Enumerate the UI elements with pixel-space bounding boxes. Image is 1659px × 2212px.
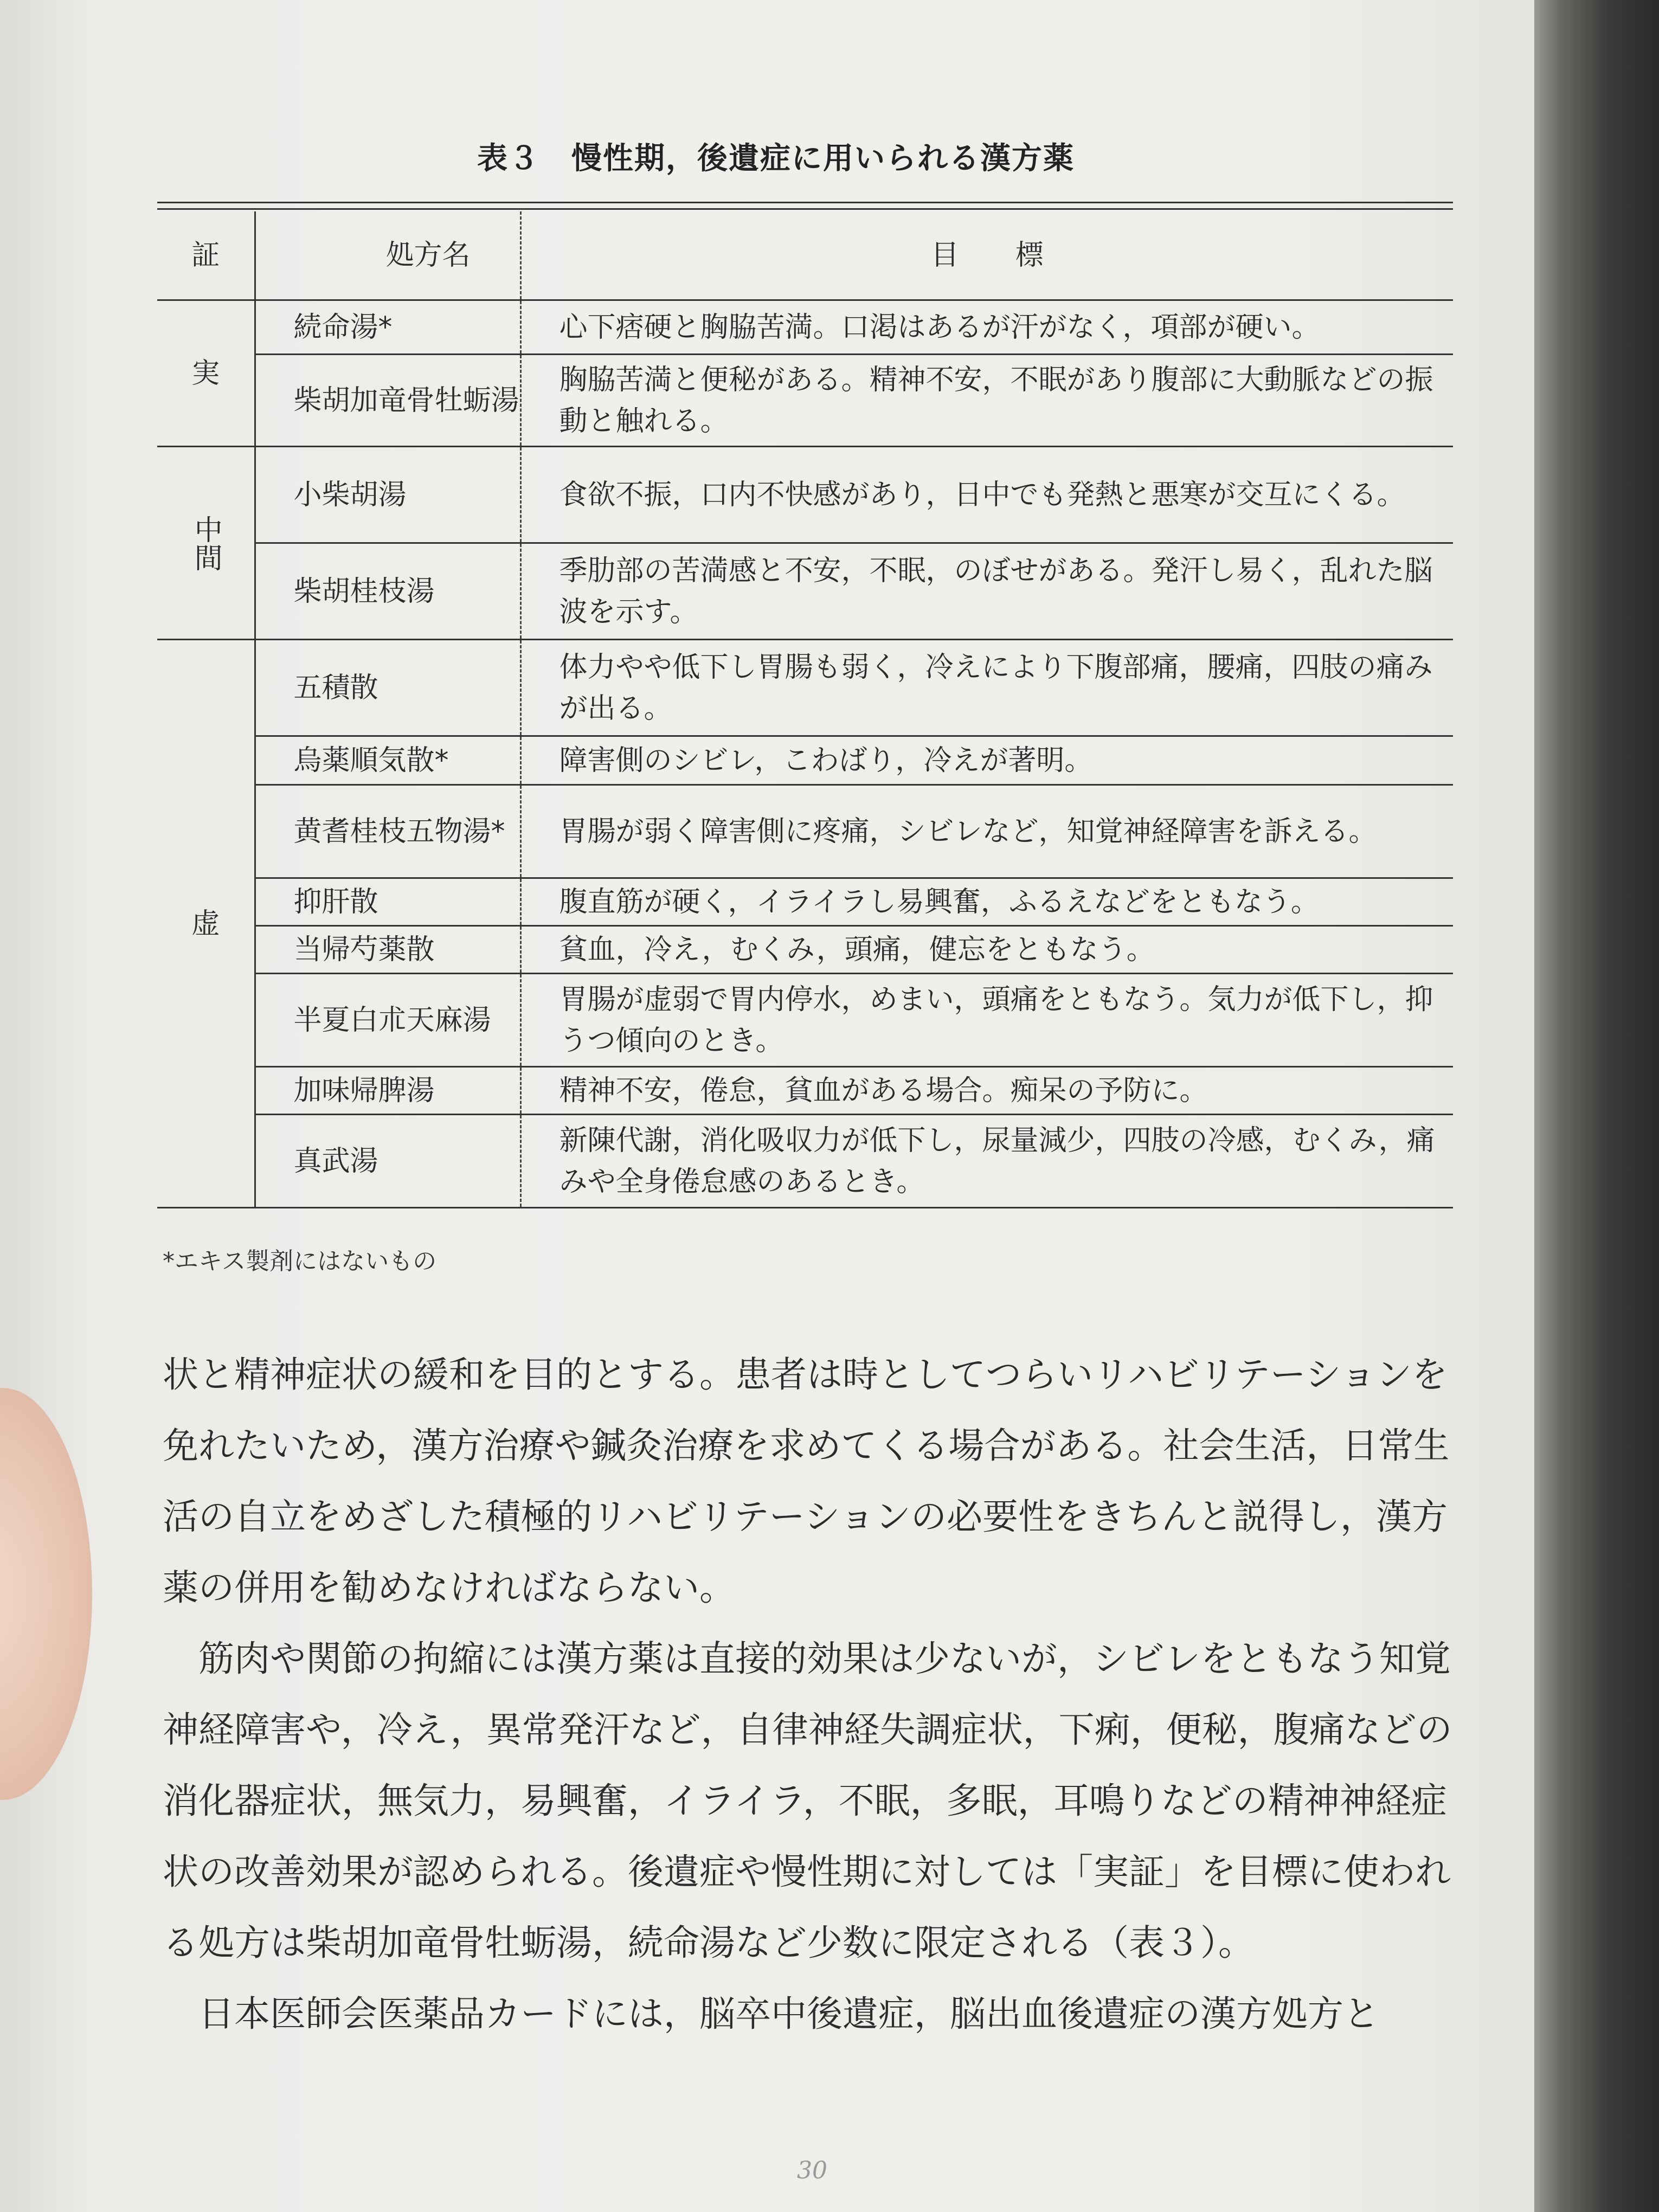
page-number: 30	[797, 2157, 827, 2184]
prescription-name: 黄耆桂枝五物湯*	[255, 785, 520, 878]
table-row	[157, 974, 1453, 1067]
table-footnote: *エキス製剤にはないもの	[163, 1248, 437, 1275]
prescription-target: 障害側のシビレ，こわばり，冷えが著明。	[520, 736, 1453, 785]
paragraph: 筋肉や関節の拘縮には漢方薬は直接的効果は少ないが，シビレをともなう知覚神経障害や，冷え，異常発汗など，自律神経失調症状，下痢，便秘，腹痛などの消化器症状，無気力，易興奮，イライラ，不眠，多眠，耳鳴りなどの精神神経症状の改善効果が認められる。後遺症や慢性期に対しては「実証」を目標に使われる処方は柴胡加竜骨牡蛎湯，続命湯など少数に限定される（表３）。	[163, 1638, 1452, 1964]
paragraph: 日本医師会医薬品カードには，脳卒中後遺症，脳出血後遺症の漢方処方と	[198, 1993, 1379, 2035]
prescription-name: 続命湯*	[255, 300, 520, 355]
table-row	[157, 878, 1453, 926]
prescription-name: 小柴胡湯	[255, 447, 520, 543]
table-top-rule-2	[157, 208, 1453, 210]
table-row	[157, 355, 1453, 447]
prescription-name: 柴胡桂枝湯	[255, 543, 520, 640]
table-row	[157, 640, 1453, 736]
table-row	[157, 785, 1453, 878]
table-title: 表３ 慢性期，後遺症に用いられる漢方薬	[477, 141, 1075, 176]
header-sho: 証	[157, 211, 255, 300]
prescription-target: 新陳代謝，消化吸収力が低下し，尿量減少，四肢の冷感，むくみ，痛みや全身倦怠感のあるとき。	[520, 1115, 1453, 1208]
kampo-table	[157, 211, 1453, 1208]
prescription-name: 烏薬順気散*	[255, 736, 520, 785]
table-top-rule	[157, 202, 1453, 203]
prescription-name: 五積散	[255, 640, 520, 736]
sho-kyo: 虚	[157, 640, 255, 1208]
table-row	[157, 300, 1453, 355]
table-row	[157, 736, 1453, 785]
book-page-edge	[1534, 0, 1659, 2212]
table-row	[157, 1115, 1453, 1208]
prescription-target: 心下痞硬と胸脇苦満。口渇はあるが汗がなく，項部が硬い。	[520, 300, 1453, 355]
sho-jitsu: 実	[157, 300, 255, 447]
prescription-target: 胃腸が弱く障害側に疼痛，シビレなど，知覚神経障害を訴える。	[520, 785, 1453, 878]
prescription-target: 貧血，冷え，むくみ，頭痛，健忘をともなう。	[520, 926, 1453, 974]
table-row	[157, 543, 1453, 640]
header-target: 目 標	[520, 211, 1453, 300]
prescription-name: 真武湯	[255, 1115, 520, 1208]
prescription-name: 抑肝散	[255, 878, 520, 926]
table-header-row	[157, 211, 1453, 300]
table-row	[157, 447, 1453, 543]
prescription-target: 食欲不振，口内不快感があり，日中でも発熱と悪寒が交互にくる。	[520, 447, 1453, 543]
prescription-target: 胸脇苦満と便秘がある。精神不安，不眠があり腹部に大動脈などの振動と触れる。	[520, 355, 1453, 447]
prescription-target: 腹直筋が硬く，イライラし易興奮，ふるえなどをともなう。	[520, 878, 1453, 926]
prescription-name: 加味帰脾湯	[255, 1067, 520, 1115]
header-prescription-name: 処方名	[255, 211, 520, 300]
paragraph: 状と精神症状の緩和を目的とする。患者は時としてつらいリハビリテーションを免れたいため，漢方治療や鍼灸治療を求めてくる場合がある。社会生活，日常生活の自立をめざした積極的リハビリテーションの必要性をきちんと説得し，漢方薬の併用を勧めなければならない。	[163, 1354, 1450, 1609]
prescription-name: 当帰芍薬散	[255, 926, 520, 974]
table-row	[157, 1067, 1453, 1115]
prescription-name: 半夏白朮天麻湯	[255, 974, 520, 1067]
prescription-target: 胃腸が虚弱で胃内停水，めまい，頭痛をともなう。気力が低下し，抑うつ傾向のとき。	[520, 974, 1453, 1067]
table-row	[157, 926, 1453, 974]
prescription-target: 体力やや低下し胃腸も弱く，冷えにより下腹部痛，腰痛，四肢の痛みが出る。	[520, 640, 1453, 736]
prescription-target: 精神不安，倦怠，貧血がある場合。痴呆の予防に。	[520, 1067, 1453, 1115]
body-text	[163, 1339, 1475, 2049]
prescription-target: 季肋部の苦満感と不安，不眠，のぼせがある。発汗し易く，乱れた脳波を示す。	[520, 543, 1453, 640]
prescription-name: 柴胡加竜骨牡蛎湯	[255, 355, 520, 447]
sho-chukan: 中間	[157, 447, 255, 640]
